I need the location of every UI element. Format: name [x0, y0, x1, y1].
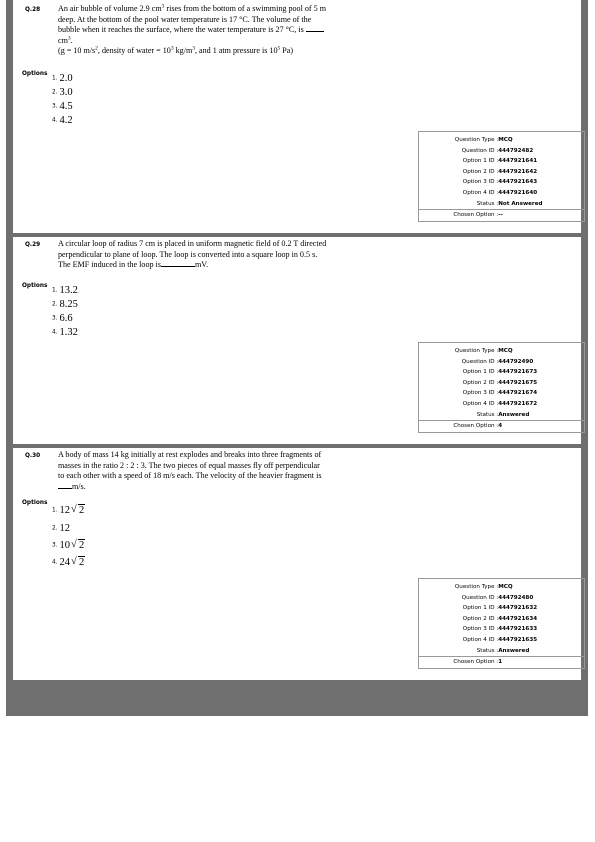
- status-badge: Answered: [498, 647, 530, 654]
- option-1: 1. 13.2: [52, 285, 78, 296]
- question-line: (g = 10 $m/s^2$, density of water = $10^3$ $kg/m^3$, and 1 atm pressure is $10^5$ Pa): [58, 45, 294, 56]
- option-4-id-row: Option 4 ID : 4447921635: [462, 636, 538, 643]
- answer-blank: [161, 260, 195, 267]
- question-line: An air bubble of volume 2.9 $cm^3$ rises from the bottom of a swimming pool of 5 m: [58, 3, 327, 13]
- question-id-row: Question ID : 444792490: [461, 358, 534, 365]
- options-label: Options: [22, 71, 48, 77]
- option-3-id-row: Option 3 ID : 4447921643: [462, 179, 538, 186]
- option-1-id-row: Option 1 ID : 4447921632: [462, 605, 538, 612]
- question-text: [58, 4, 376, 57]
- question-type-row: Question Type : MCQ: [454, 348, 513, 354]
- question-id-row: Question ID : 444792482: [461, 147, 534, 154]
- status-row: Status : Answered: [419, 646, 584, 657]
- question-text: [58, 239, 376, 271]
- status-row: Status : Not Answered: [419, 199, 584, 210]
- question-line: A circular loop of radius 7 cm is placed in uniform magnetic field of 0.2 T directed: [58, 239, 327, 248]
- option-1: 1. 12√ 2: [52, 500, 85, 519]
- question-line: deep. At the bottom of the pool water temperature is 17 °C. The volume of the: [58, 14, 312, 24]
- option-3-id-row: Option 3 ID : 4447921674: [462, 390, 538, 397]
- question-number: Q.29: [25, 242, 41, 248]
- option-2-id-row: Option 2 ID : 4447921642: [462, 168, 538, 175]
- question-info-panel: [418, 342, 585, 433]
- question-line: A body of mass 14 kg initially at rest explodes and breaks into three fragments of: [58, 450, 322, 459]
- status-badge: Not Answered: [498, 200, 543, 207]
- question-card: [13, 448, 581, 680]
- option-4: 4. 24√ 2: [52, 552, 85, 571]
- option-4-id-row: Option 4 ID : 4447921672: [462, 400, 538, 407]
- option-3: 3. 6.6: [52, 313, 73, 324]
- option-4: 4. 1.32: [52, 327, 78, 338]
- options-label: Options: [22, 283, 48, 289]
- question-id-row: Question ID : 444792480: [461, 594, 534, 601]
- question-line: masses in the ratio 2 : 2 : 3. The two pieces of equal masses fly off perpendicular: [58, 460, 320, 470]
- question-type-row: Question Type : MCQ: [454, 584, 513, 590]
- option-2: 2. 12: [52, 523, 71, 534]
- option-2: 2. 3.0: [52, 87, 73, 98]
- question-line: perpendicular to plane of loop. The loop is converted into a square loop in 0.5 s.: [58, 249, 318, 259]
- question-line: m/s.: [58, 482, 376, 493]
- question-number: Q.30: [25, 453, 41, 459]
- option-3: 3. 4.5: [52, 101, 73, 112]
- question-card: [13, 0, 581, 233]
- option-2: 2. 8.25: [52, 299, 78, 310]
- question-type-row: Question Type : MCQ: [454, 137, 513, 143]
- option-3: 3. 10√ 2: [52, 535, 85, 554]
- question-text: [58, 450, 376, 492]
- question-info-panel: [418, 131, 585, 222]
- chosen-option-row: Chosen Option : --: [419, 209, 584, 221]
- question-line: bubble when it reaches the surface, where the water temperature is 27 °C, is: [58, 25, 376, 36]
- option-4-id-row: Option 4 ID : 4447921640: [462, 189, 538, 196]
- option-1-id-row: Option 1 ID : 4447921641: [462, 158, 538, 165]
- radical: √ 2: [71, 557, 85, 568]
- option-1-id-row: Option 1 ID : 4447921673: [462, 369, 538, 376]
- option-2-id-row: Option 2 ID : 4447921634: [462, 615, 538, 622]
- question-line: $cm^3$.: [58, 35, 73, 45]
- option-1: 1. 2.0: [52, 73, 73, 84]
- options-label: Options: [22, 500, 48, 506]
- answer-blank: [306, 25, 324, 32]
- answer-blank: [58, 482, 72, 489]
- option-4: 4. 4.2: [52, 115, 73, 126]
- radical: √ 2: [71, 540, 85, 551]
- question-card: [13, 237, 581, 444]
- question-info-panel: [418, 578, 585, 669]
- chosen-option-row: Chosen Option : 4: [419, 420, 584, 432]
- option-3-id-row: Option 3 ID : 4447921633: [462, 626, 538, 633]
- question-line: to each other with a speed of 18 m/s each. The velocity of the heavier fragment is: [58, 471, 322, 481]
- option-2-id-row: Option 2 ID : 4447921675: [462, 379, 538, 386]
- status-row: Status : Answered: [419, 410, 584, 421]
- status-badge: Answered: [498, 411, 530, 418]
- chosen-option-row: Chosen Option : 1: [419, 656, 584, 668]
- radical: √ 2: [71, 505, 85, 516]
- response-sheet: [6, 0, 588, 716]
- question-line: The EMF induced in the loop is mV.: [58, 260, 209, 270]
- question-number: Q.28: [25, 7, 41, 13]
